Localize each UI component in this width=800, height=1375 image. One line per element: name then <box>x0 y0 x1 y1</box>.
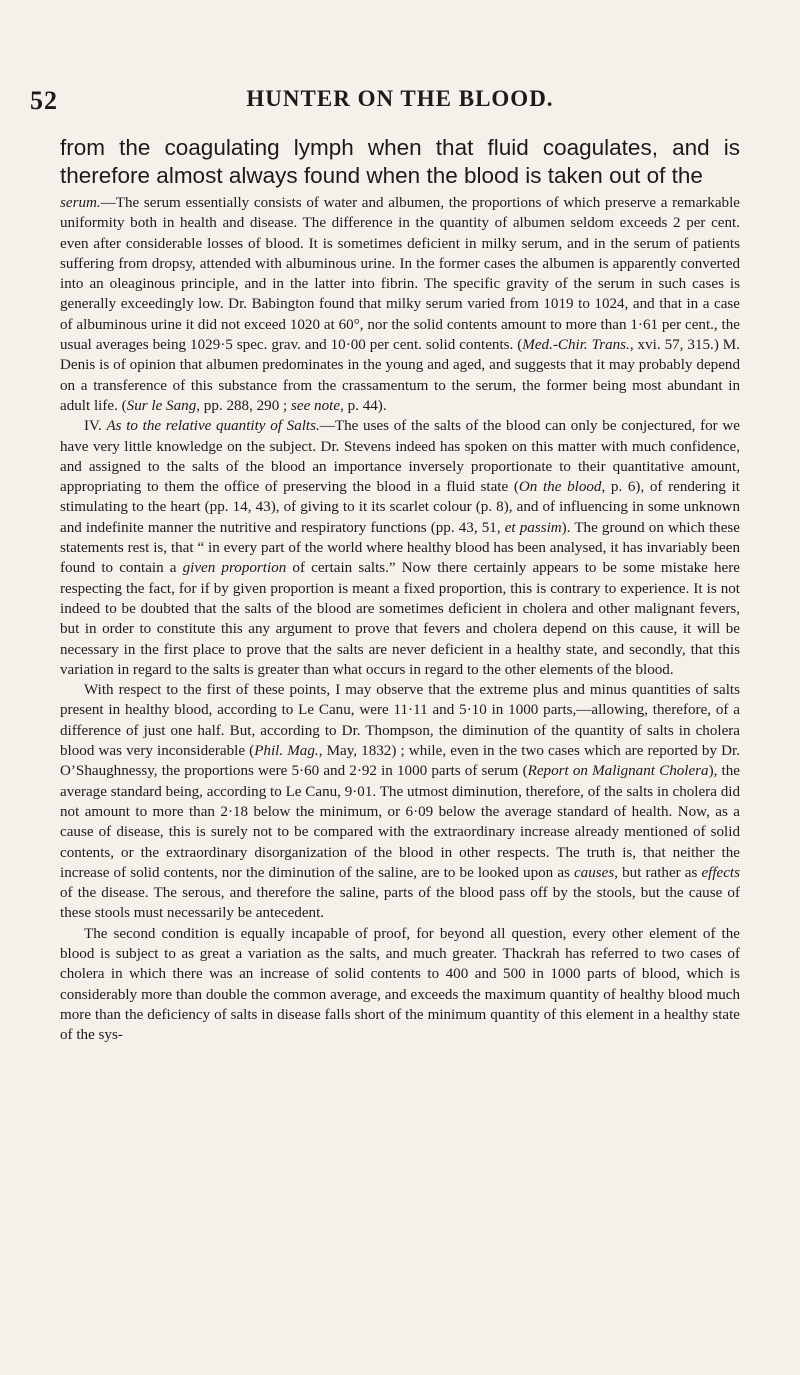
paragraph <box>60 680 740 924</box>
text-run: , pp. 288, 290 ; <box>196 397 292 414</box>
text-run: ), the average standard being, according to Le Canu, 9·01. The utmost diminution, therefore, of the salts in cholera did not amount to more than 2·18 below the minimum, or 6·09 below the average standard of health. Now, as a cause of disease, this is surely not to be compared with the extraordinary increase already mentioned of solid contents, or the extraordinary disorganization of the blood in other respects. The truth is, that neither the increase of solid contents, nor the diminution of the saline, are to be looked upon as <box>60 763 741 881</box>
paragraph <box>60 924 740 1046</box>
italic-text: Med.-Chir. Trans. <box>522 337 630 354</box>
italic-text: given proportion <box>182 560 287 577</box>
italic-text: causes <box>573 864 615 881</box>
text-run: IV. <box>84 418 107 435</box>
text-run: The second condition is equally incapable of proof, for beyond all question, every other element of the blood is subject to as great a variation as the salts, and much greater. Thackrah has referred to two cases of cholera in which there was an increase of solid contents to 400 and 500 in 1000 parts of blood, which is considerably more than double the common average, and exceeds the maximum quantity of healthy blood much more than the deficiency of salts in disease falls short of the minimum quantity of this element in a healthy state of the sys- <box>60 925 740 1044</box>
text-run: —The serum essentially consists of water and albumen, the proportions of which preserve a remarkable uniformity both in health and disease. The difference in the quantity of albumen seldom exceeds 2 per cent. even after considerable losses of blood. It is sometimes deficient in milky serum, and in the serum of patients suffering from dropsy, attended with albuminous urine. In the former cases the albumen is apparently converted into an oleaginous principle, and in the latter into fibrin. The specific gravity of the serum in such cases is generally exceedingly low. Dr. Babington found that milky serum varied from 1019 to 1024, and that in a case of albuminous urine it did not exceed 1020 at 60°, nor the solid contents amount to more than 1·61 per cent., the usual averages being 1029·5 spec. grav. and 10·00 per cent. solid contents. ( <box>60 195 740 354</box>
italic-text: Report on Malignant Cholera <box>527 763 709 780</box>
text-run: , but rather as <box>614 864 702 881</box>
page-header <box>30 86 770 116</box>
text-run: With respect to the first of these points, I may observe that the extreme plus and minus quantities of salts present in healthy blood, according to Le Canu, were 11·11 and 5·10 in 1000 parts,—allowing, therefore, of a difference of just one half. But, according to Dr. Thompson, the diminution of the quantity of salts in cholera blood was very inconsiderable ( <box>60 682 740 760</box>
body-text <box>60 193 740 1045</box>
running-title: HUNTER ON THE BLOOD. <box>246 86 554 111</box>
text-run: , p. 6), of rendering it stimulating to the heart (pp. 14, 43), of giving to it its scarlet colour (p. 8), and of influencing in some unknown and indefinite manner the nutritive and respiratory functions (pp. 43, 51, <box>60 479 740 536</box>
italic-text: serum. <box>60 195 101 211</box>
text-run: of the disease. The serous, and therefore the saline, parts of the blood pass off by the stools, but the cause of these stools must necessarily be antecedent. <box>60 885 740 922</box>
italic-text: et passim <box>504 519 562 536</box>
paragraph <box>60 416 740 680</box>
text-run: , xvi. 57, 315.) M. Denis is of opinion that albumen predominates in the young and aged, and suggests that it may probably depend on a transference of this substance from the crassamentum to the serum, the former being most abundant in adult life. ( <box>60 337 740 414</box>
text-run: of certain salts.” Now there certainly appears to be some mistake here respecting the fact, for if by given proportion is meant a fixed proportion, this is contrary to experience. It is not indeed to be doubted that the salts of the blood are sometimes deficient in cholera and other malignant fevers, but in order to constitute this any argument to prove that fevers and cholera depend on this cause, it will be necessary in the first place to prove that the salts are never deficient in a healthy state, and secondly, that this variation in regard to the salts is greater than what occurs in regard to the other elements of the blood. <box>60 560 740 678</box>
italic-text: On the blood <box>518 479 602 496</box>
paragraph <box>60 193 740 416</box>
page-number: 52 <box>30 86 58 115</box>
text-run: ). The ground on which these statements rest is, that “ in every part of the world where healthy blood has been analysed, it has invariably been found to contain a <box>60 519 740 577</box>
italic-text: Phil. Mag. <box>254 743 319 760</box>
text-run: —The uses of the salts of the blood can only be conjectured, for we have very little knowledge on the subject. Dr. Stevens indeed has spoken on this matter with much confidence, and assigned to the salts of the blood an importance inversely proportionate to their quantitative amount, appropriating to them the office of preserving the blood in a fluid state ( <box>60 418 741 496</box>
italic-text: As to the relative quantity of Salts. <box>106 418 320 435</box>
text-run: , p. 44). <box>340 397 387 414</box>
italic-text: effects <box>701 864 740 881</box>
lead-text: from the coagulating lymph when that fluid coagulates, and is therefore almost always found when the blood is taken out of the <box>60 135 740 188</box>
italic-text: Sur le Sang <box>126 397 197 414</box>
italic-text: see note <box>291 397 341 414</box>
text-run: , May, 1832) ; while, even in the two cases which are reported by Dr. O’Shaughnessy, the proportions were 5·60 and 2·92 in 1000 parts of serum ( <box>60 743 740 780</box>
